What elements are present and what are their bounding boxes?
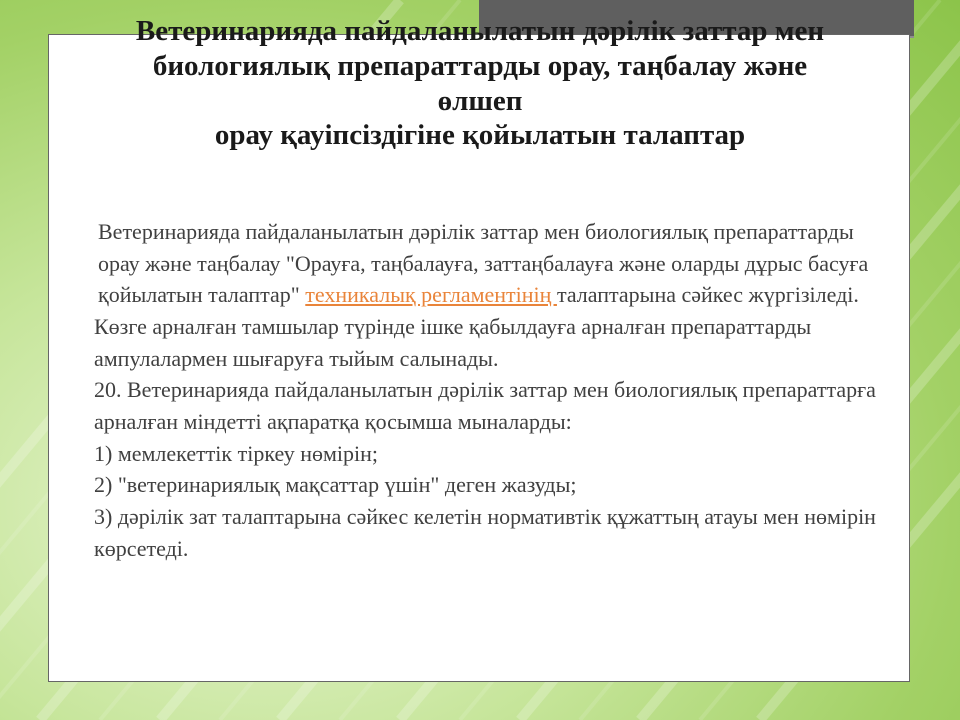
paragraph-3: 20. Ветеринарияда пайдаланылатын дәрілік заттар мен биологиялық препараттарға арналған міндетті ақпаратқа қосымша мыналарды:	[94, 377, 876, 435]
paragraph-1-tail: талаптарына сәйкес жүргізіледі.	[556, 282, 859, 308]
slide-body	[80, 216, 892, 564]
title-line-4: орау қауіпсіздігіне қойылатын талаптар	[214, 119, 746, 152]
paragraph-2: Көзге арналған тамшылар түрінде ішке қабылдауға арналған препараттарды ампулалармен шығаруға тыйым салынады.	[94, 314, 812, 371]
technical-regulation-link[interactable]: техникалық регламентінің	[305, 282, 557, 308]
title-line-1: Ветеринарияда пайдаланылатын дәрілік заттар мен	[135, 15, 825, 47]
list-item-1: 1) мемлекеттік тіркеу нөмірін;	[94, 440, 379, 466]
paragraph-1	[80, 216, 892, 311]
title-line-2: биологиялық препараттарды орау, таңбалау және	[152, 49, 808, 82]
slide-title	[50, 14, 910, 153]
list-item-2: 2) "ветеринариялық мақсаттар үшін" деген жазуды;	[94, 472, 577, 498]
paragraph-1-text: Ветеринарияда пайдаланылатын дәрілік заттар мен биологиялық препараттарды орау және таңбалау "Орауға, таңбалауға, заттаңбалауға және оларды дұрыс басуға қойылатын талаптар"	[98, 219, 869, 308]
title-line-3: өлшеп	[437, 84, 523, 117]
list-item-3: 3) дәрілік зат талаптарына сәйкес келетін нормативтік құжаттың атауы мен нөмірін көрсетеді.	[94, 504, 876, 561]
